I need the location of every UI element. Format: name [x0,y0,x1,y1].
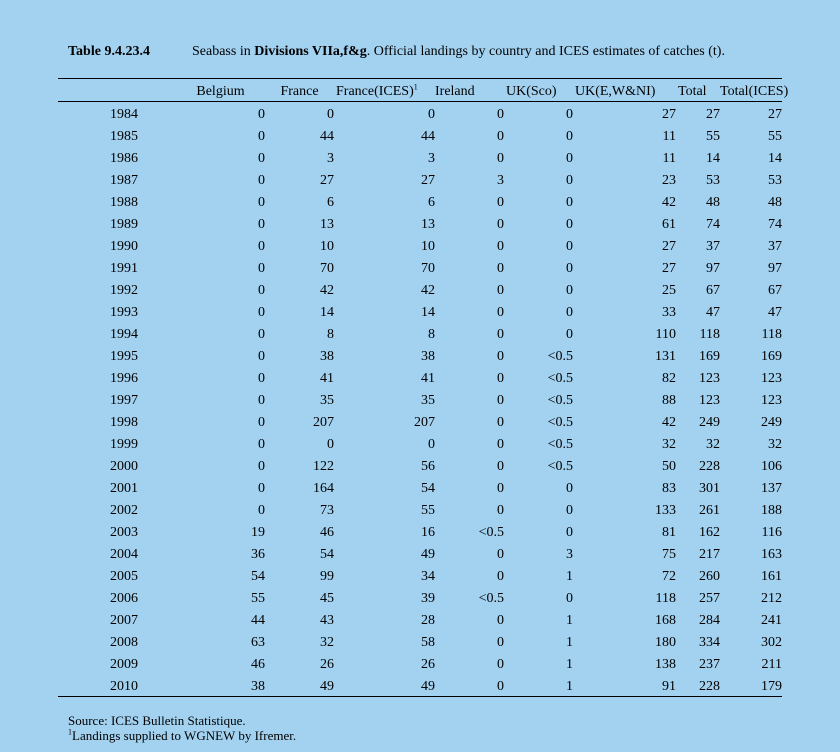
cell-france: 32 [320,635,334,650]
cell-year: 1996 [110,371,138,386]
cell-ireland: 0 [497,613,504,628]
cell-uk-ewni: 61 [662,217,676,232]
cell-year: 1986 [110,151,138,166]
caption-pre: Seabass in [192,44,255,59]
cell-france-ices: 39 [421,591,435,606]
cell-total: 260 [699,569,720,584]
cell-total: 48 [706,195,720,210]
cell-total: 257 [699,591,720,606]
cell-ireland: 0 [497,679,504,694]
cell-france-ices: 8 [428,327,435,342]
cell-france: 44 [320,129,334,144]
cell-uk-sco: <0.5 [547,393,573,408]
cell-uk-ewni: 72 [662,569,676,584]
cell-total-ices: 27 [768,107,782,122]
cell-uk-ewni: 23 [662,173,676,188]
cell-france: 8 [327,327,334,342]
cell-total: 284 [699,613,720,628]
cell-total-ices: 55 [768,129,782,144]
table-number: Table 9.4.23.4 [68,44,150,59]
cell-france-ices: 0 [428,107,435,122]
cell-uk-sco: <0.5 [547,437,573,452]
cell-belgium: 0 [258,129,265,144]
cell-total-ices: 97 [768,261,782,276]
cell-uk-sco: <0.5 [547,349,573,364]
cell-uk-sco: <0.5 [547,371,573,386]
cell-total: 32 [706,437,720,452]
cell-uk-sco: 0 [566,173,573,188]
cell-uk-sco: 1 [566,635,573,650]
ifremer-note-text: Landings supplied to WGNEW by Ifremer. [72,728,297,743]
table-row [58,478,782,500]
cell-uk-ewni: 168 [655,613,676,628]
header-ireland: Ireland [435,84,475,99]
cell-uk-ewni: 83 [662,481,676,496]
cell-total: 118 [699,327,720,342]
cell-total-ices: 179 [761,679,782,694]
cell-france-ices: 41 [421,371,435,386]
table-row [58,302,782,324]
cell-total-ices: 116 [761,525,782,540]
cell-france-ices: 6 [428,195,435,210]
cell-year: 1984 [110,107,138,122]
cell-france-ices: 49 [421,547,435,562]
table-row [58,214,782,236]
cell-total: 217 [699,547,720,562]
cell-total-ices: 32 [768,437,782,452]
table-row [58,566,782,588]
cell-belgium: 0 [258,107,265,122]
cell-france-ices: 38 [421,349,435,364]
cell-total: 74 [706,217,720,232]
cell-france: 43 [320,613,334,628]
cell-total: 261 [699,503,720,518]
cell-uk-ewni: 50 [662,459,676,474]
cell-belgium: 0 [258,371,265,386]
cell-ireland: 0 [497,151,504,166]
header-total-ices: Total(ICES) [720,84,789,99]
table-row [58,126,782,148]
cell-uk-ewni: 42 [662,195,676,210]
cell-year: 2006 [110,591,138,606]
cell-france: 73 [320,503,334,518]
cell-total-ices: 163 [761,547,782,562]
cell-total: 237 [699,657,720,672]
cell-uk-sco: <0.5 [547,459,573,474]
cell-total-ices: 74 [768,217,782,232]
cell-year: 1988 [110,195,138,210]
cell-uk-ewni: 138 [655,657,676,672]
cell-ireland: 0 [497,195,504,210]
cell-belgium: 0 [258,173,265,188]
cell-year: 2005 [110,569,138,584]
cell-year: 2008 [110,635,138,650]
cell-uk-sco: 0 [566,195,573,210]
cell-total: 123 [699,371,720,386]
cell-belgium: 0 [258,459,265,474]
footnote-mark: 1 [413,82,418,92]
cell-belgium: 0 [258,239,265,254]
cell-total: 47 [706,305,720,320]
cell-ireland: <0.5 [478,525,504,540]
cell-uk-sco: 0 [566,327,573,342]
table-row [58,588,782,610]
cell-uk-ewni: 33 [662,305,676,320]
cell-year: 1991 [110,261,138,276]
cell-france: 46 [320,525,334,540]
table-row [58,412,782,434]
cell-france: 42 [320,283,334,298]
landings-table [58,82,789,698]
cell-uk-ewni: 25 [662,283,676,298]
cell-belgium: 0 [258,437,265,452]
cell-uk-sco: 0 [566,305,573,320]
cell-uk-ewni: 133 [655,503,676,518]
cell-uk-ewni: 180 [655,635,676,650]
cell-uk-sco: 0 [566,481,573,496]
cell-uk-ewni: 11 [662,129,676,144]
header-belgium: Belgium [196,84,245,99]
cell-year: 1997 [110,393,138,408]
table-row [58,368,782,390]
cell-uk-ewni: 11 [662,151,676,166]
cell-year: 1987 [110,173,138,188]
cell-total-ices: 118 [761,327,782,342]
header-year [58,82,138,102]
cell-uk-ewni: 88 [662,393,676,408]
cell-uk-sco: 1 [566,679,573,694]
cell-total: 37 [706,239,720,254]
cell-total: 228 [699,679,720,694]
cell-belgium: 55 [251,591,265,606]
table-row [58,258,782,280]
cell-year: 2009 [110,657,138,672]
cell-belgium: 46 [251,657,265,672]
cell-total-ices: 123 [761,371,782,386]
cell-france: 164 [313,481,334,496]
cell-ireland: 0 [497,261,504,276]
cell-uk-sco: 0 [566,239,573,254]
cell-france-ices: 55 [421,503,435,518]
cell-france-ices: 26 [421,657,435,672]
cell-ireland: 0 [497,547,504,562]
cell-belgium: 44 [251,613,265,628]
cell-uk-sco: 3 [566,547,573,562]
table-row [58,170,782,192]
cell-total-ices: 212 [761,591,782,606]
cell-total-ices: 48 [768,195,782,210]
cell-total: 27 [706,107,720,122]
header-france-ices-label: France(ICES) [336,84,414,99]
cell-year: 1995 [110,349,138,364]
cell-total: 334 [699,635,720,650]
table-row [58,610,782,632]
cell-uk-ewni: 91 [662,679,676,694]
cell-ireland: 0 [497,327,504,342]
cell-year: 2002 [110,503,138,518]
cell-belgium: 63 [251,635,265,650]
cell-total-ices: 123 [761,393,782,408]
header-total: Total [678,84,707,99]
cell-year: 2003 [110,525,138,540]
cell-total-ices: 302 [761,635,782,650]
cell-uk-sco: <0.5 [547,415,573,430]
cell-year: 2004 [110,547,138,562]
ifremer-note [68,728,296,743]
cell-uk-ewni: 27 [662,239,676,254]
cell-uk-ewni: 27 [662,107,676,122]
source-note: Source: ICES Bulletin Statistique. [68,713,246,728]
cell-belgium: 0 [258,283,265,298]
cell-france: 54 [320,547,334,562]
cell-france: 38 [320,349,334,364]
cell-uk-sco: 0 [566,107,573,122]
cell-uk-sco: 0 [566,591,573,606]
cell-france: 122 [313,459,334,474]
cell-ireland: 0 [497,415,504,430]
cell-uk-sco: 1 [566,569,573,584]
cell-year: 1999 [110,437,138,452]
table-row [58,522,782,544]
cell-uk-ewni: 131 [655,349,676,364]
footnote-mark-bottom: 1 [68,727,72,737]
cell-france: 35 [320,393,334,408]
cell-belgium: 0 [258,393,265,408]
cell-year: 1998 [110,415,138,430]
cell-uk-ewni: 81 [662,525,676,540]
cell-uk-sco: 0 [566,129,573,144]
cell-year: 1985 [110,129,138,144]
cell-total-ices: 188 [761,503,782,518]
cell-belgium: 54 [251,569,265,584]
cell-total-ices: 161 [761,569,782,584]
header-uk-sco: UK(Sco) [506,84,557,99]
cell-ireland: 0 [497,349,504,364]
cell-uk-sco: 0 [566,217,573,232]
cell-uk-ewni: 118 [655,591,676,606]
cell-france-ices: 0 [428,437,435,452]
cell-france-ices: 70 [421,261,435,276]
cell-belgium: 0 [258,415,265,430]
cell-uk-sco: 1 [566,657,573,672]
cell-total-ices: 241 [761,613,782,628]
table-row [58,280,782,302]
cell-total: 55 [706,129,720,144]
table-row [58,148,782,170]
cell-total: 97 [706,261,720,276]
cell-ireland: 0 [497,217,504,232]
table-row [58,544,782,566]
cell-belgium: 0 [258,151,265,166]
table-row [58,346,782,368]
cell-ireland: <0.5 [478,591,504,606]
cell-ireland: 0 [497,129,504,144]
caption-post: . Official landings by country and ICES estimates of catches (t). [366,44,725,59]
cell-france-ices: 3 [428,151,435,166]
cell-france: 26 [320,657,334,672]
cell-ireland: 0 [497,481,504,496]
footnotes [68,713,296,743]
cell-france-ices: 35 [421,393,435,408]
cell-france: 6 [327,195,334,210]
header-france: France [280,84,319,99]
cell-total-ices: 169 [761,349,782,364]
table-row [58,434,782,456]
cell-france: 0 [327,107,334,122]
cell-uk-ewni: 75 [662,547,676,562]
cell-total-ices: 67 [768,283,782,298]
cell-total: 162 [699,525,720,540]
cell-total-ices: 106 [761,459,782,474]
cell-belgium: 0 [258,327,265,342]
cell-total-ices: 47 [768,305,782,320]
cell-belgium: 0 [258,261,265,276]
cell-total: 67 [706,283,720,298]
cell-france: 27 [320,173,334,188]
table-row [58,632,782,654]
header-france-ices [334,82,435,102]
cell-uk-ewni: 110 [655,327,676,342]
table-row [58,102,782,126]
cell-belgium: 0 [258,349,265,364]
cell-uk-sco: 0 [566,283,573,298]
cell-year: 2007 [110,613,138,628]
cell-total: 249 [699,415,720,430]
cell-ireland: 0 [497,283,504,298]
cell-belgium: 0 [258,481,265,496]
cell-year: 1992 [110,283,138,298]
cell-france-ices: 27 [421,173,435,188]
cell-total-ices: 14 [768,151,782,166]
cell-ireland: 0 [497,107,504,122]
cell-uk-sco: 1 [566,613,573,628]
cell-belgium: 36 [251,547,265,562]
cell-year: 1989 [110,217,138,232]
cell-france: 3 [327,151,334,166]
cell-ireland: 0 [497,305,504,320]
cell-belgium: 0 [258,195,265,210]
cell-ireland: 0 [497,503,504,518]
top-rule [58,78,782,79]
cell-france: 14 [320,305,334,320]
cell-france: 45 [320,591,334,606]
cell-belgium: 0 [258,305,265,320]
table-body [58,102,782,698]
cell-ireland: 0 [497,371,504,386]
cell-total: 228 [699,459,720,474]
cell-total: 14 [706,151,720,166]
cell-ireland: 0 [497,239,504,254]
cell-uk-ewni: 42 [662,415,676,430]
header-uk-ewni: UK(E,W&NI) [575,84,656,99]
cell-france: 10 [320,239,334,254]
cell-year: 1990 [110,239,138,254]
cell-total-ices: 137 [761,481,782,496]
cell-france-ices: 56 [421,459,435,474]
cell-uk-sco: 0 [566,525,573,540]
cell-ireland: 0 [497,569,504,584]
cell-france-ices: 16 [421,525,435,540]
cell-total-ices: 249 [761,415,782,430]
table-row [58,192,782,214]
cell-france-ices: 207 [414,415,435,430]
cell-year: 2000 [110,459,138,474]
cell-total: 53 [706,173,720,188]
cell-year: 2010 [110,679,138,694]
cell-total: 169 [699,349,720,364]
table-row [58,676,782,698]
table-row [58,236,782,258]
cell-uk-ewni: 32 [662,437,676,452]
cell-france-ices: 13 [421,217,435,232]
cell-total-ices: 211 [761,657,782,672]
table-row [58,456,782,478]
cell-total-ices: 37 [768,239,782,254]
cell-uk-sco: 0 [566,261,573,276]
cell-belgium: 19 [251,525,265,540]
cell-ireland: 0 [497,437,504,452]
table-caption [68,44,725,60]
cell-total: 123 [699,393,720,408]
table-row [58,390,782,412]
cell-france: 207 [313,415,334,430]
cell-france: 13 [320,217,334,232]
cell-total-ices: 53 [768,173,782,188]
cell-france: 0 [327,437,334,452]
cell-france-ices: 14 [421,305,435,320]
cell-ireland: 0 [497,393,504,408]
cell-france-ices: 58 [421,635,435,650]
cell-ireland: 0 [497,635,504,650]
cell-year: 1994 [110,327,138,342]
cell-ireland: 0 [497,459,504,474]
cell-france-ices: 44 [421,129,435,144]
cell-uk-ewni: 27 [662,261,676,276]
cell-france-ices: 34 [421,569,435,584]
cell-france-ices: 49 [421,679,435,694]
table-row [58,324,782,346]
cell-uk-ewni: 82 [662,371,676,386]
table-row [58,654,782,676]
cell-ireland: 0 [497,657,504,672]
cell-france-ices: 42 [421,283,435,298]
cell-uk-sco: 0 [566,151,573,166]
cell-france: 70 [320,261,334,276]
cell-total: 301 [699,481,720,496]
cell-belgium: 0 [258,217,265,232]
caption-divisions: Divisions VIIa,f&g [254,44,367,59]
cell-year: 1993 [110,305,138,320]
cell-belgium: 0 [258,503,265,518]
cell-uk-sco: 0 [566,503,573,518]
cell-france-ices: 10 [421,239,435,254]
table-row [58,500,782,522]
cell-france: 49 [320,679,334,694]
cell-belgium: 38 [251,679,265,694]
cell-france: 99 [320,569,334,584]
header-row [58,82,782,102]
cell-ireland: 3 [497,173,504,188]
cell-year: 2001 [110,481,138,496]
cell-france-ices: 28 [421,613,435,628]
cell-france: 41 [320,371,334,386]
cell-france-ices: 54 [421,481,435,496]
